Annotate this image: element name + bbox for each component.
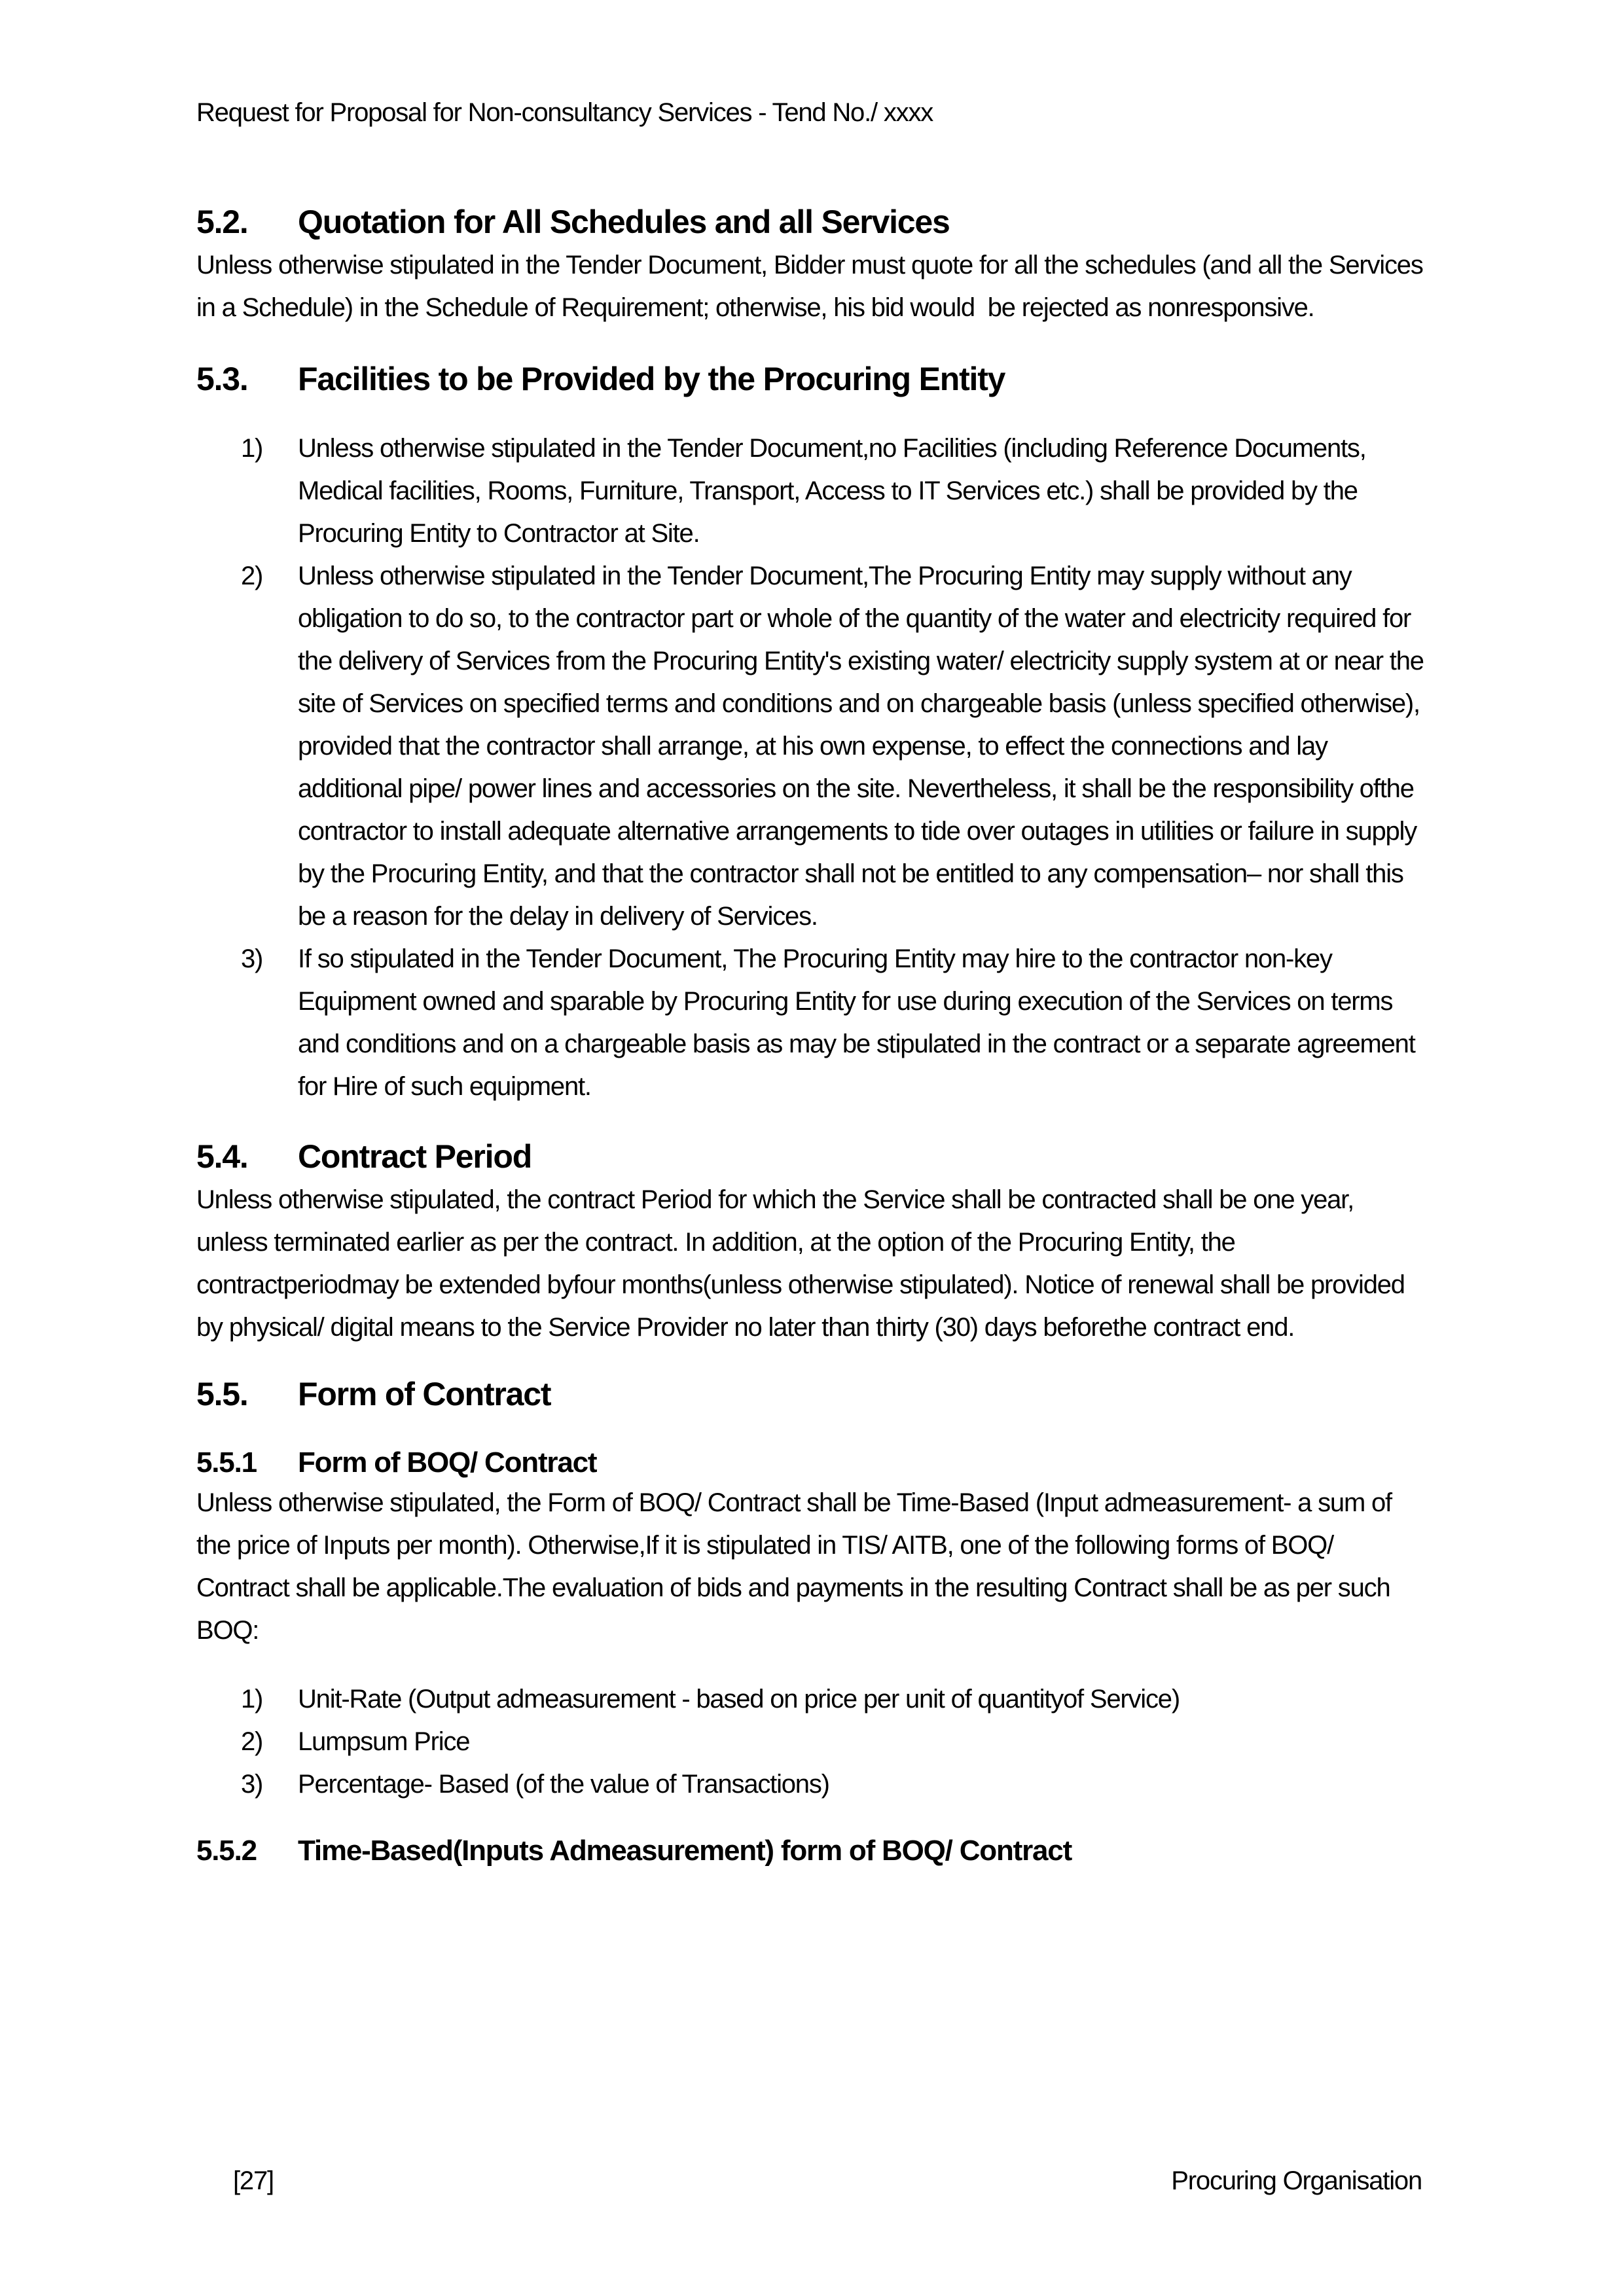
paragraph-5-5-1: Unless otherwise stipulated, the Form of BOQ/ Contract shall be Time-Based (Input admeasurement- a sum of the price of Inputs per month). Otherwise,If it is stipulated in TIS/ AITB, one of the following forms of BOQ/ Contract shall be applicable.The evaluation of bids and payments in the resulting Contract shall be as per such BOQ:: [196, 1488, 1398, 1645]
subsection-number: 5.5.2: [196, 1835, 257, 1867]
list-item: [196, 1678, 1428, 1721]
list-item-text: Unit-Rate (Output admeasurement - based on price per unit of quantityof Service): [298, 1685, 1180, 1713]
subsection-number: 5.5.1: [196, 1446, 257, 1479]
numbered-list-5-5-1: [196, 1678, 1428, 1806]
list-item-text: If so stipulated in the Tender Document, The Procuring Entity may hire to the contractor non-key Equipment owned and sparable by Procuring Entity for use during execution of the Services on terms and conditions and on a chargeable basis as may be stipulated in the contract or a separate agreement for Hire of such equipment.: [298, 944, 1422, 1101]
subsection-title: Form of BOQ/ Contract: [298, 1446, 597, 1479]
list-item-number: 1): [241, 434, 263, 463]
list-item-text: Lumpsum Price: [298, 1727, 470, 1756]
list-item: [196, 555, 1428, 938]
footer-page-number: [27]: [233, 2166, 274, 2195]
section-heading-5-4: [196, 1134, 1428, 1179]
subsection-title: Time-Based(Inputs Admeasurement) form of BOQ/ Contract: [298, 1835, 1072, 1867]
section-heading-5-3: [196, 357, 1428, 401]
section-heading-5-2: [196, 200, 1428, 244]
list-item: [196, 1721, 1428, 1763]
section-title: Contract Period: [298, 1138, 532, 1175]
section-number: 5.2.: [196, 204, 248, 240]
numbered-list-5-3: [196, 427, 1428, 1108]
list-item-number: 2): [241, 562, 263, 590]
list-item-number: 3): [241, 944, 263, 973]
list-item-number: 1): [241, 1685, 263, 1713]
section-title: Quotation for All Schedules and all Services: [298, 204, 950, 240]
section-number: 5.5.: [196, 1376, 248, 1412]
page-header-title: Request for Proposal for Non-consultancy Services - Tend No./ xxxx: [196, 98, 933, 127]
section-title: Form of Contract: [298, 1376, 551, 1412]
list-item: [196, 1763, 1428, 1806]
list-item-text: Unless otherwise stipulated in the Tender Document,The Procuring Entity may supply without any obligation to do so, to the contractor part or whole of the quantity of the water and electricity required for the delivery of Services from the Procuring Entity's existing water/ electricity supply system at or near the site of Services on specified terms and conditions and on chargeable basis (unless specified otherwise), provided that the contractor shall arrange, at his own expense, to effect the connections and lay additional pipe/ power lines and accessories on the site. Nevertheless, it shall be the responsibility ofthe contractor to install adequate alternative arrangements to tide over outages in utilities or failure in supply by the Procuring Entity, and that the contractor shall not be entitled to any compensation– nor shall this be a reason for the delay in delivery of Services.: [298, 562, 1430, 931]
list-item-text: Percentage- Based (of the value of Transactions): [298, 1770, 829, 1799]
section-title: Facilities to be Provided by the Procuring Entity: [298, 361, 1005, 397]
section-number: 5.4.: [196, 1138, 248, 1175]
subsection-heading-5-5-2: [196, 1832, 1428, 1870]
section-number: 5.3.: [196, 361, 248, 397]
list-item: [196, 427, 1428, 555]
list-item-number: 2): [241, 1727, 263, 1756]
page-footer: [196, 2160, 1428, 2202]
list-item-number: 3): [241, 1770, 263, 1799]
paragraph-5-2: Unless otherwise stipulated in the Tender Document, Bidder must quote for all the schedules (and all the Services in a Schedule) in the Schedule of Requirement; otherwise, his bid would be rejected as nonresponsive.: [196, 251, 1430, 322]
footer-organisation-label: Procuring Organisation: [1171, 2166, 1422, 2195]
subsection-heading-5-5-1: [196, 1444, 1428, 1482]
list-item: [196, 938, 1428, 1108]
section-heading-5-5: [196, 1372, 1428, 1416]
paragraph-5-4: Unless otherwise stipulated, the contract Period for which the Service shall be contracted shall be one year, unless terminated earlier as per the contract. In addition, at the option of the Procuring Entity, the contractperiodmay be extended byfour months(unless otherwise stipulated). Notice of renewal shall be provided by physical/ digital means to the Service Provider no later than thirty (30) days beforethe contract end.: [196, 1185, 1411, 1342]
list-item-text: Unless otherwise stipulated in the Tender Document,no Facilities (including Reference Documents, Medical facilities, Rooms, Furniture, Transport, Access to IT Services etc.) shall be provided by the Procuring Entity to Contractor at Site.: [298, 434, 1373, 548]
